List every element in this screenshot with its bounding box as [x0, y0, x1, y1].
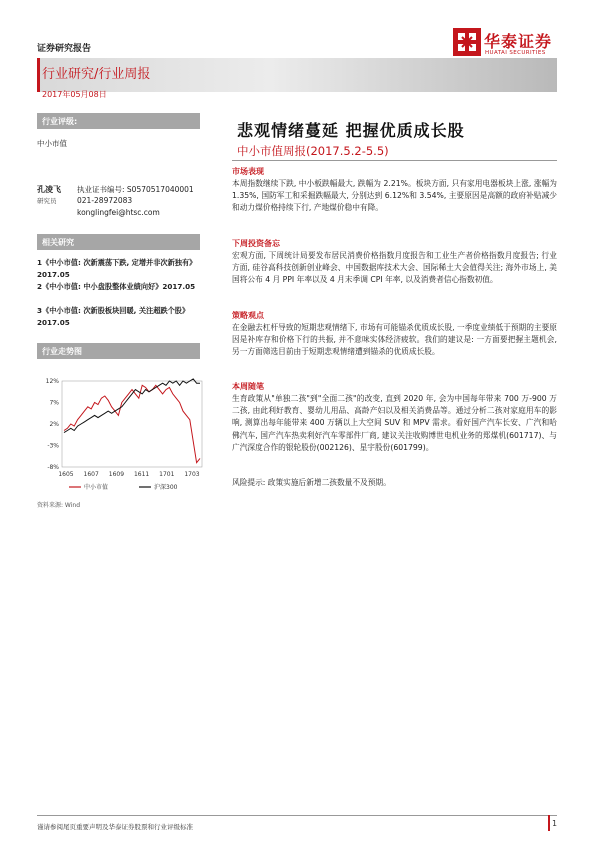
- related-item-1[interactable]: 1《中小市值: 次新震荡下跌, 定增并非次新独有》2017.05: [37, 258, 197, 279]
- analyst-role: 研究员: [37, 197, 57, 205]
- series-line-0: [64, 385, 200, 462]
- footer-divider: [37, 815, 557, 816]
- huatai-logo-icon: [453, 28, 481, 56]
- series-line-1: [64, 379, 200, 433]
- y-tick-label: -3%: [47, 442, 59, 450]
- x-tick-label: 1703: [184, 471, 200, 478]
- analyst-phone: 021-28972083: [77, 196, 133, 205]
- analyst-name: 孔凌飞: [37, 185, 61, 194]
- sub-title: 中小市值周报(2017.5.2-5.5): [237, 144, 389, 158]
- logo-text-cn: 华泰证券: [484, 32, 553, 51]
- x-tick-label: 1701: [159, 471, 175, 478]
- y-tick-label: 12%: [45, 378, 59, 385]
- x-tick-label: 1611: [133, 471, 150, 478]
- main-title: 悲观情绪蔓延 把握优质成长股: [237, 121, 465, 140]
- section-head-strategy: 策略观点: [232, 311, 264, 320]
- analyst-email[interactable]: konglingfei@htsc.com: [77, 208, 160, 217]
- trend-chart: [37, 375, 207, 495]
- x-tick-label: 1607: [83, 471, 99, 478]
- trend-header: 行业走势图: [37, 343, 200, 359]
- report-type: 证券研究报告: [37, 44, 92, 54]
- company-logo: [453, 20, 583, 60]
- section-body-market: 本周指数继续下跌, 中小板跌幅最大, 跌幅为 2.21%。板块方面, 只有家用电器板块上涨, 涨幅为 1.35%, 国防军工和采掘跌幅最大, 分别达到 6.12%和 3.54%, 主要原因是高额的政府补贴减少和动力煤价格持续下行, 产地煤价稳中有降。: [232, 179, 557, 213]
- analyst-cert: 执业证书编号: S0570517040001: [77, 185, 194, 194]
- banner-accent-bar: [37, 58, 40, 92]
- related-header: 相关研究: [37, 234, 200, 250]
- logo-text-en: HUATAI SECURITIES: [485, 50, 546, 56]
- report-date: 2017年05月08日: [42, 90, 107, 99]
- section-head-memo: 下周投资备忘: [232, 239, 280, 248]
- y-tick-label: 7%: [49, 399, 59, 407]
- rating-header: 行业评级:: [37, 113, 200, 129]
- x-tick-label: 1605: [58, 471, 74, 478]
- footer-disclaimer[interactable]: 谨请参阅尾页重要声明及华泰证券股票和行业评级标准: [37, 823, 193, 831]
- y-tick-label: -8%: [47, 464, 59, 471]
- title-divider: [232, 160, 557, 161]
- risk-warning: 风险提示: 政策实施后新增二孩数量不及预期。: [232, 478, 391, 487]
- page-number: 1: [552, 819, 558, 828]
- related-item-3[interactable]: 3《中小市值: 次新股板块回暖, 关注超跌个股》2017.05: [37, 306, 190, 327]
- section-body-essay: 生育政策从"单独二孩"到"全面二孩"的改变, 直到 2020 年, 会为中国每年带来 700 万-900 万二孩, 由此利好教育、婴幼儿用品、高龄产妇以及相关消费品等。通过分析二孩对家庭用车的影响, 测算出每年能带来 400 万辆以上大空间 SUV 和 MPV 需求。看好国产汽车长安、广汽和哈佛汽车, 国产汽车热卖利好汽车零部件厂商, 建议关注收购博世电机业务的郑煤机(601717)、与广汽深度合作的银轮股份(002126)、星宇股份(601799)。: [232, 394, 557, 452]
- section-head-essay: 本周随笔: [232, 382, 264, 391]
- rating-value: 中小市值: [37, 139, 67, 148]
- chart-source: 资料来源: Wind: [37, 502, 81, 509]
- section-head-market: 市场表现: [232, 167, 264, 176]
- banner-title: 行业研究/行业周报: [42, 67, 151, 82]
- section-body-memo: 宏观方面, 下周统计局要发布居民消费价格指数月度报告和工业生产者价格指数月度报告; 行业方面, 硅谷高科技创新创业峰会、中国数据库技术大会、国际稀土大会值得关注; 海外市场上, 美国将公布 4 月 PPI 年率以及 4 月末季调 CPI 年率, 以及消费者信心指数初值。: [232, 251, 557, 285]
- section-body-strategy: 在金融去杠杆导致的短期悲观情绪下, 市场有可能锚杀优质成长股, 一季度业绩低于预期的主要原因是补库存和价格下行的共振, 并不意味实体经济疲软。我们的建议是: 一方面要把握主题机会, 另一方面筛选目前由于短期悲观情绪遭到锚杀的优质成长股。: [232, 323, 557, 357]
- related-item-2[interactable]: 2《中小市值: 中小盘股整体业绩向好》2017.05: [37, 282, 196, 291]
- legend-label-1: 沪深300: [154, 484, 178, 491]
- legend-label-0: 中小市值: [84, 484, 109, 491]
- y-tick-label: 2%: [49, 421, 59, 428]
- page-accent-bar: [548, 815, 550, 831]
- x-tick-label: 1609: [108, 471, 125, 478]
